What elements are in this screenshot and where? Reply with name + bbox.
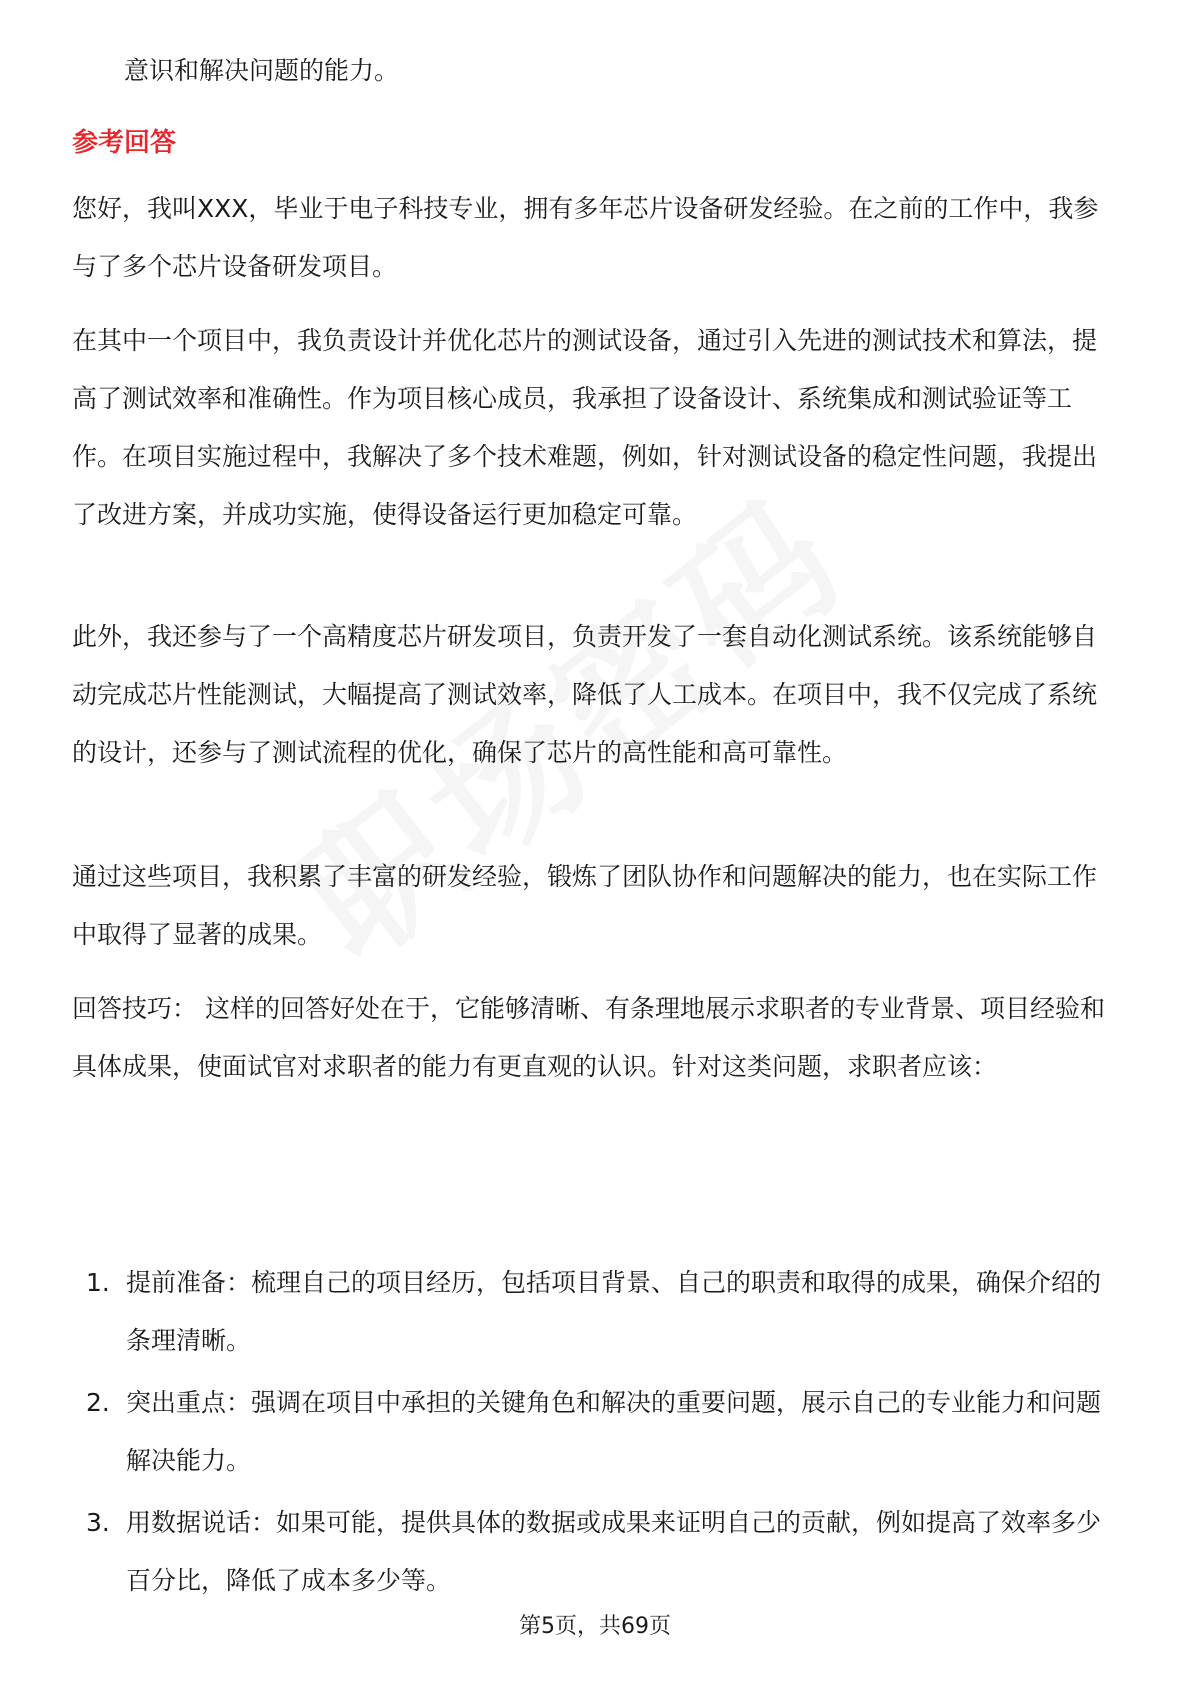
paragraph-summary: 通过这些项目，我积累了丰富的研发经验，锻炼了团队协作和问题解决的能力，也在实际工作中取得了显著的成果。 <box>72 862 1098 949</box>
page-number: 第5页，共69页 <box>519 1614 671 1639</box>
continuation-text: 意识和解决问题的能力。 <box>124 56 400 85</box>
section-heading: 参考回答 <box>72 128 177 158</box>
list-item-text: 提前准备：梳理自己的项目经历，包括项目背景、自己的职责和取得的成果，确保介绍的条理清晰。 <box>126 1268 1102 1355</box>
paragraph-project-one: 在其中一个项目中，我负责设计并优化芯片的测试设备，通过引入先进的测试技术和算法，提高了测试效率和准确性。作为项目核心成员，我承担了设备设计、系统集成和测试验证等工作。在项目实施过程中，我解决了多个技术难题，例如，针对测试设备的稳定性问题，我提出了改进方案，并成功实施，使得设备运行更加稳定可靠。 <box>72 326 1098 529</box>
list-item <box>72 1254 1118 1370</box>
paragraph-intro: 您好，我叫XXX，毕业于电子科技专业，拥有多年芯片设备研发经验。在之前的工作中，我参与了多个芯片设备研发项目。 <box>72 194 1099 281</box>
list-item-text: 用数据说话：如果可能，提供具体的数据或成果来证明自己的贡献，例如提高了效率多少百分比，降低了成本多少等。 <box>126 1508 1102 1595</box>
list-item <box>72 1494 1118 1610</box>
tips-list <box>72 1254 1118 1614</box>
list-item-number: 1. <box>86 1268 110 1297</box>
list-item-number: 3. <box>86 1508 110 1537</box>
list-item-number: 2. <box>86 1388 110 1417</box>
list-item <box>72 1374 1118 1490</box>
paragraph-tips: 回答技巧： 这样的回答好处在于，它能够清晰、有条理地展示求职者的专业背景、项目经验和具体成果，使面试官对求职者的能力有更直观的认识。针对这类问题，求职者应该： <box>72 994 1105 1081</box>
paragraph-project-two: 此外，我还参与了一个高精度芯片研发项目，负责开发了一套自动化测试系统。该系统能够自动完成芯片性能测试，大幅提高了测试效率，降低了人工成本。在项目中，我不仅完成了系统的设计，还参与了测试流程的优化，确保了芯片的高性能和高可靠性。 <box>72 622 1098 767</box>
list-item-text: 突出重点：强调在项目中承担的关键角色和解决的重要问题，展示自己的专业能力和问题解决能力。 <box>126 1388 1102 1475</box>
